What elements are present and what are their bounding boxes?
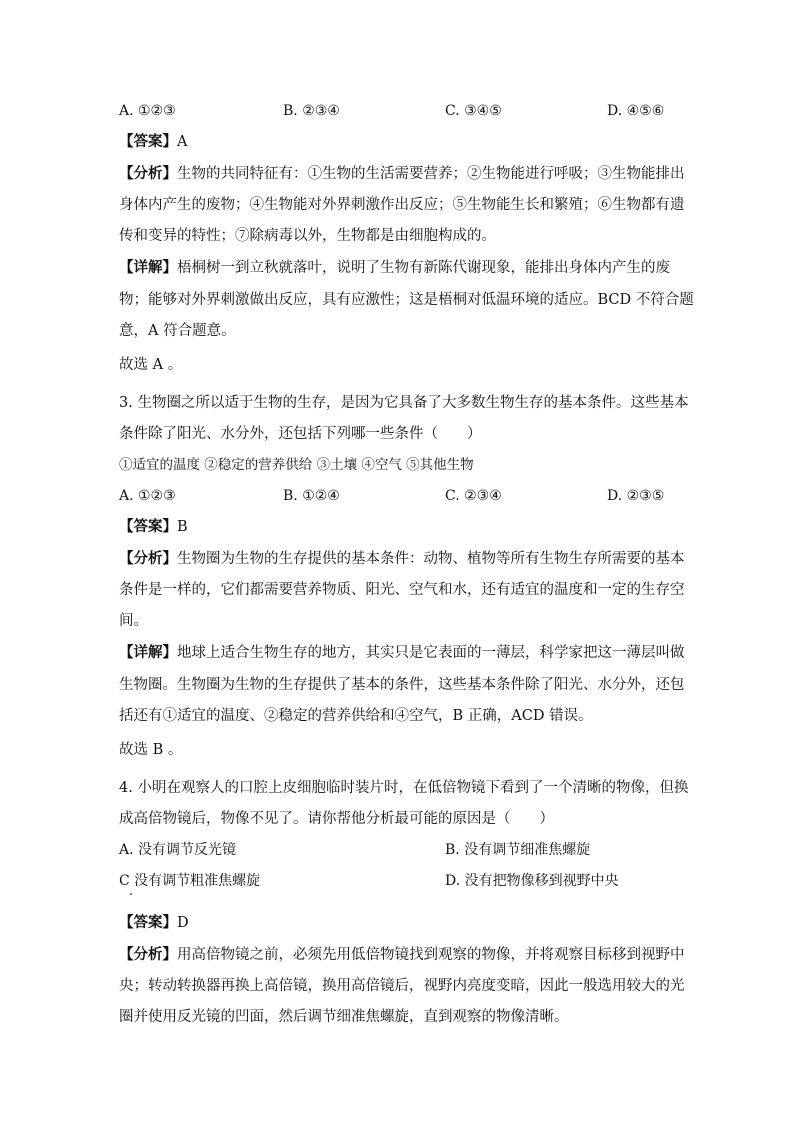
q3-stem-line: 条件除了阳光、水分外，还包括下列哪一些条件（ ） [119,426,482,442]
q3-conditions: ①适宜的温度 ②稳定的营养供给 ③土壤 ④空气 ⑤其他生物 [119,457,474,473]
q3-option-d: D. ②③⑤ [607,488,665,504]
q4-stem-line: 4. 小明在观察人的口腔上皮细胞临时装片时，在低倍物镜下看到了一个清晰的物像，但换 [119,780,689,796]
q2-answer [119,132,679,152]
q3-detail-line: 括还有①适宜的温度、②稳定的营养供给和④空气，B 正确，ACD 错误。 [119,708,593,724]
q3-answer [119,517,679,537]
q2-detail-line: 物；能够对外界刺激做出反应，具有应激性；这是梧桐对低温环境的适应。BCD 不符合题 [119,292,694,308]
analysis-label: 【分析】 [119,165,177,182]
q3-stem-line: 3. 生物圈之所以适于生物的生存，是因为它具备了大多数生物生存的基本条件。这些基本 [119,395,689,411]
q3-option-c: C. ②③④ [445,488,502,504]
stray-dot [130,893,132,895]
q3-analysis-line: 条件是一样的，它们都需要营养物质、阳光、空气和水，还有适宜的温度和一定的生存空 [119,582,685,598]
q3-conclusion: 故选 B 。 [119,742,183,758]
answer-value: A [177,134,188,150]
q3-analysis-line: 间。 [119,613,148,629]
q2-conclusion: 故选 A 。 [119,357,183,373]
analysis-label: 【分析】 [119,946,177,963]
q2-analysis-line [119,164,685,184]
answer-value: B [177,519,188,535]
q2-option-a: A. ①②③ [119,103,176,119]
detail-label: 【详解】 [119,259,177,276]
q4-analysis-line: 圈并使用反光镜的凹面，然后调节细准焦螺旋，直到观察的物像清晰。 [119,1009,569,1025]
answer-label: 【答案】 [119,518,177,535]
q3-option-b: B. ①②④ [283,488,340,504]
q4-analysis-line [119,945,685,965]
detail-text: 梧桐树一到立秋就落叶，说明了生物有新陈代谢现象，能排出身体内产生的废 [177,260,670,276]
q2-detail-line [119,258,679,278]
analysis-text: 生物圈为生物的生存提供的基本条件：动物、植物等所有生物生存所需要的基本 [177,551,685,567]
q4-option-a: A. 没有调节反光镜 [119,842,237,858]
detail-text: 地球上适合生物生存的地方，其实只是它表面的一薄层，科学家把这一薄层叫做 [177,645,685,661]
answer-label: 【答案】 [119,914,177,931]
q2-option-d: D. ④⑤⑥ [607,103,665,119]
q3-option-a: A. ①②③ [119,488,176,504]
detail-label: 【详解】 [119,644,177,661]
q4-option-d: D. 没有把物像移到视野中央 [445,873,619,889]
q4-option-c: C 没有调节粗准焦螺旋 [119,873,261,889]
answer-value: D [177,915,189,931]
q2-analysis-line: 传和变异的特性；⑦除病毒以外，生物都是由细胞构成的。 [119,228,496,244]
analysis-text: 生物的共同特征有：①生物的生活需要营养；②生物能进行呼吸；③生物能排出 [177,166,685,182]
q4-stem-line: 成高倍物镜后，物像不见了。请你帮他分析最可能的原因是（ ） [119,811,554,827]
q3-detail-line: 生物圈。生物圈为生物的生存提供了基本的条件，这些基本条件除了阳光、水分外，还包 [119,677,685,693]
q2-option-c: C. ③④⑤ [445,103,502,119]
analysis-text: 用高倍物镜之前，必须先用低倍物镜找到观察的物像，并将观察目标移到视野中 [177,947,685,963]
q3-analysis-line [119,549,685,569]
q4-answer [119,913,679,933]
analysis-label: 【分析】 [119,550,177,567]
q4-option-b: B. 没有调节细准焦螺旋 [445,842,591,858]
q3-detail-line [119,643,685,663]
q2-analysis-line: 身体内产生的废物；④生物能对外界刺激作出反应；⑤生物能生长和繁殖；⑥生物都有遗 [119,197,685,213]
q2-detail-line: 意，A 符合题意。 [119,323,236,339]
answer-label: 【答案】 [119,133,177,150]
q4-analysis-line: 央；转动转换器再换上高倍镜，换用高倍镜后，视野内亮度变暗，因此一般选用较大的光 [119,978,685,994]
q2-option-b: B. ②③④ [283,103,340,119]
